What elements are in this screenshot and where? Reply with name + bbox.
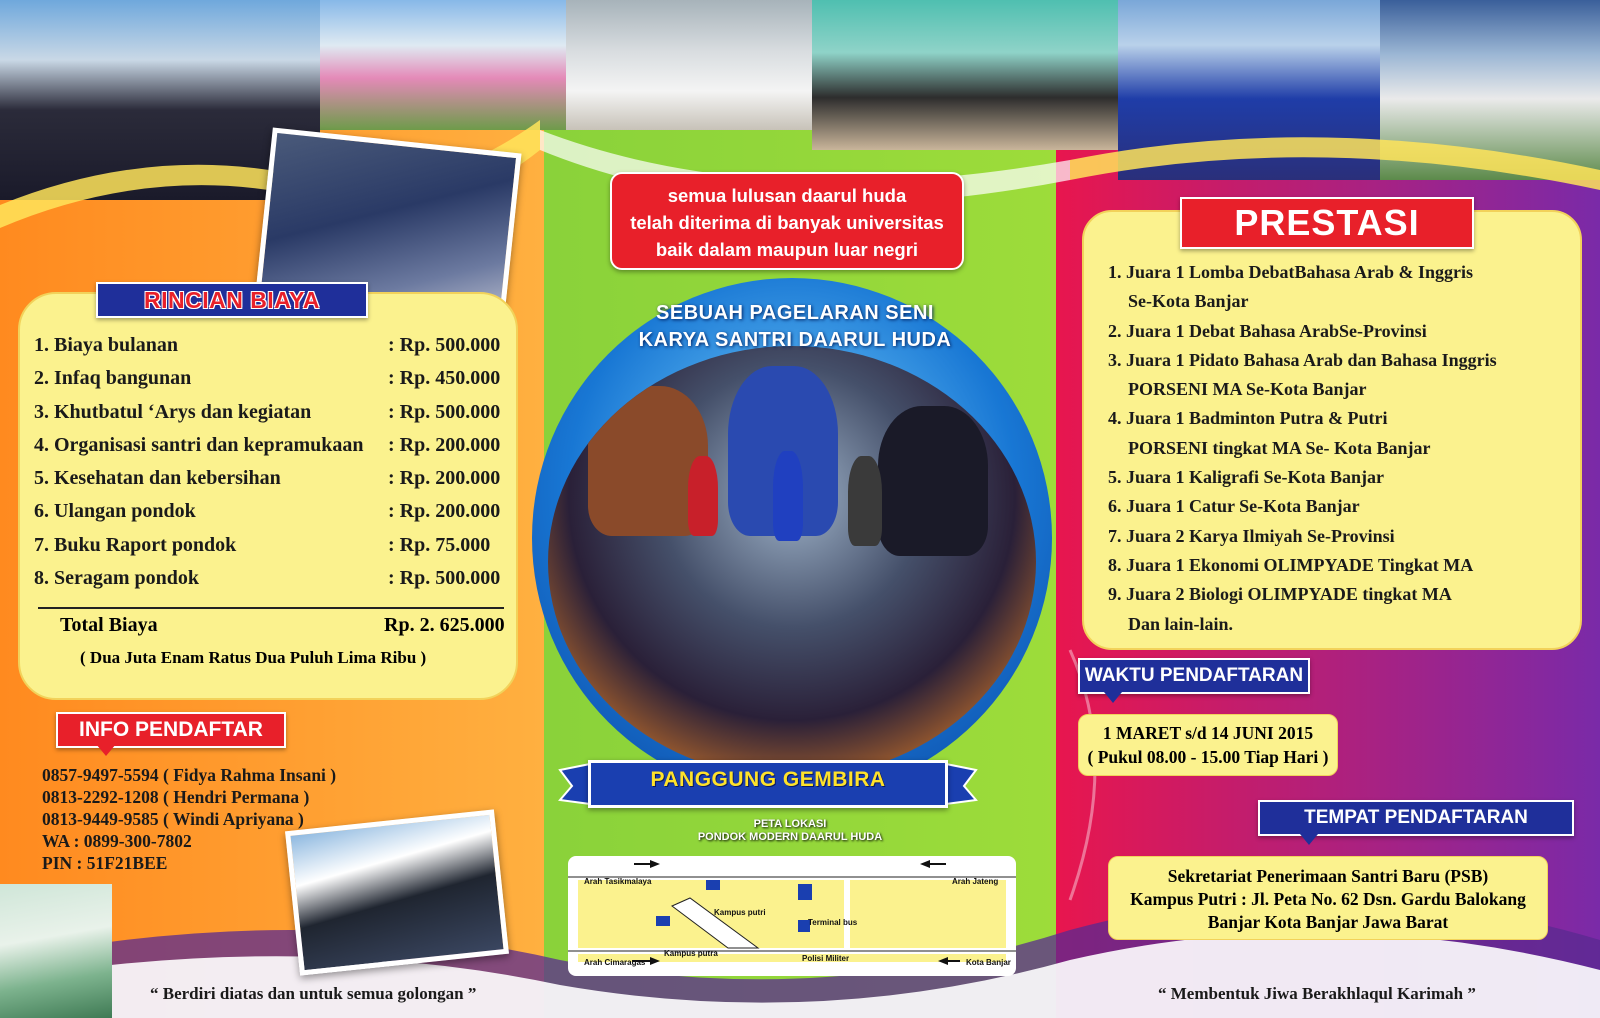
map-label-tasikmalaya: Arah Tasikmalaya	[584, 877, 652, 886]
achievement-line: 8. Juara 1 Ekonomi OLIMPYADE Tingkat MA	[1108, 554, 1474, 575]
map-label-jateng: Arah Jateng	[952, 877, 999, 886]
slogan-left: “ Berdiri diatas dan untuk semua golongan ”	[150, 984, 477, 1003]
cost-value: : Rp. 500.000	[388, 400, 501, 423]
contact-line: 0857-9497-5594 ( Fidya Rahma Insani )	[42, 765, 337, 785]
slogan-right: “ Membentuk Jiwa Berakhlaqul Karimah ”	[1158, 984, 1476, 1003]
achievement-line: 6. Juara 1 Catur Se-Kota Banjar	[1108, 496, 1360, 517]
cost-label: 2. Infaq bangunan	[34, 367, 192, 390]
cost-value: : Rp. 500.000	[388, 567, 501, 590]
banner-line: telah diterima di banyak universitas	[630, 212, 944, 233]
location-map-title	[600, 818, 980, 844]
registration-place-panel	[1108, 856, 1548, 940]
cost-label: 3. Khutbatul ‘Arys dan kegiatan	[34, 400, 312, 423]
cost-label: 1. Biaya bulanan	[34, 334, 178, 356]
address-line: Banjar Kota Banjar Jawa Barat	[1207, 912, 1449, 932]
achievement-line: 3. Juara 1 Pidato Bahasa Arab dan Bahasa Inggris	[1108, 349, 1497, 370]
achievement-line: 5. Juara 1 Kaligrafi Se-Kota Banjar	[1108, 467, 1384, 488]
address-line: Kampus Putri : Jl. Peta No. 62 Dsn. Gardu Balokang	[1130, 889, 1526, 909]
cost-label: 4. Organisasi santri dan kepramukaan	[34, 433, 364, 456]
cost-label: 7. Buku Raport pondok	[34, 533, 237, 556]
map-label-kota-banjar: Kota Banjar	[966, 958, 1011, 967]
cost-label: 6. Ulangan pondok	[34, 500, 196, 523]
contact-line: 0813-9449-9585 ( Windi Apriyana )	[42, 809, 304, 829]
achievements-list	[1108, 258, 1497, 639]
achievement-line: 2. Juara 1 Debat Bahasa ArabSe-Provinsi	[1108, 320, 1427, 341]
total-label: Total Biaya	[60, 614, 158, 636]
map-label-cimaragas: Arah Cimaragas	[584, 958, 646, 967]
registration-place-title: TEMPAT PENDAFTARAN	[1258, 800, 1574, 836]
banner-line: baik dalam maupun luar negri	[655, 239, 919, 260]
map-title-line: PETA LOKASI	[753, 818, 827, 830]
cost-value: : Rp. 200.000	[388, 500, 501, 523]
achievement-line: 4. Juara 1 Badminton Putra & Putri	[1108, 408, 1388, 429]
registrant-info-title: INFO PENDAFTAR	[56, 712, 286, 748]
performance-title-line: KARYA SANTRI DAARUL HUDA	[638, 329, 952, 351]
map-label-terminal: Terminal bus	[808, 918, 858, 927]
total-value: Rp. 2. 625.000	[384, 614, 505, 636]
total-in-words: ( Dua Juta Enam Ratus Dua Puluh Lima Ribu )	[80, 648, 427, 667]
cost-value: : Rp. 500.000	[388, 334, 501, 356]
cost-value: : Rp. 75.000	[388, 533, 491, 556]
achievement-line: 9. Juara 2 Biologi OLIMPYADE tingkat MA	[1108, 584, 1452, 605]
registration-dates: 1 MARET s/d 14 JUNI 2015	[1102, 723, 1314, 743]
map-label-kampus-putra: Kampus putra	[664, 949, 718, 958]
label-pointer	[1300, 834, 1318, 845]
performance-title-line: SEBUAH PAGELARAN SENI	[656, 302, 934, 324]
achievements-title: PRESTASI	[1180, 197, 1474, 249]
achievement-line: PORSENI tingkat MA Se- Kota Banjar	[1128, 437, 1431, 458]
achievement-line: 7. Juara 2 Karya Ilmiyah Se-Provinsi	[1108, 525, 1395, 546]
address-line: Sekretariat Penerimaan Santri Baru (PSB)	[1167, 866, 1489, 886]
cost-details-title: RINCIAN BIAYA	[96, 282, 368, 318]
cost-label: 5. Kesehatan dan kebersihan	[34, 467, 281, 490]
label-pointer	[1104, 692, 1122, 703]
achievement-line: Dan lain-lain.	[1128, 613, 1234, 634]
stage-ribbon-text: PANGGUNG GEMBIRA	[650, 768, 886, 791]
contact-line: WA : 0899-300-7802	[42, 831, 192, 851]
cost-value: : Rp. 200.000	[388, 433, 501, 456]
cost-label: 8. Seragam pondok	[34, 567, 200, 590]
registration-time-title: WAKTU PENDAFTARAN	[1078, 658, 1310, 694]
contact-line: 0813-2292-1208 ( Hendri Permana )	[42, 787, 310, 807]
achievement-line: Se-Kota Banjar	[1128, 291, 1249, 312]
registration-hours: ( Pukul 08.00 - 15.00 Tiap Hari )	[1087, 747, 1329, 767]
achievement-line: PORSENI MA Se-Kota Banjar	[1128, 379, 1367, 400]
cost-value: : Rp. 200.000	[388, 467, 501, 490]
map-label-polisi: Polisi Militer	[802, 954, 850, 963]
achievement-line: 1. Juara 1 Lomba DebatBahasa Arab & Inggris	[1108, 262, 1474, 282]
cost-value: : Rp. 450.000	[388, 367, 501, 390]
contact-line: PIN : 51F21BEE	[42, 853, 168, 873]
map-title-line: PONDOK MODERN DAARUL HUDA	[697, 831, 883, 843]
map-label-kampus-putri: Kampus putri	[714, 908, 766, 917]
banner-line: semua lulusan daarul huda	[667, 185, 907, 206]
registration-time-panel	[1078, 714, 1338, 776]
